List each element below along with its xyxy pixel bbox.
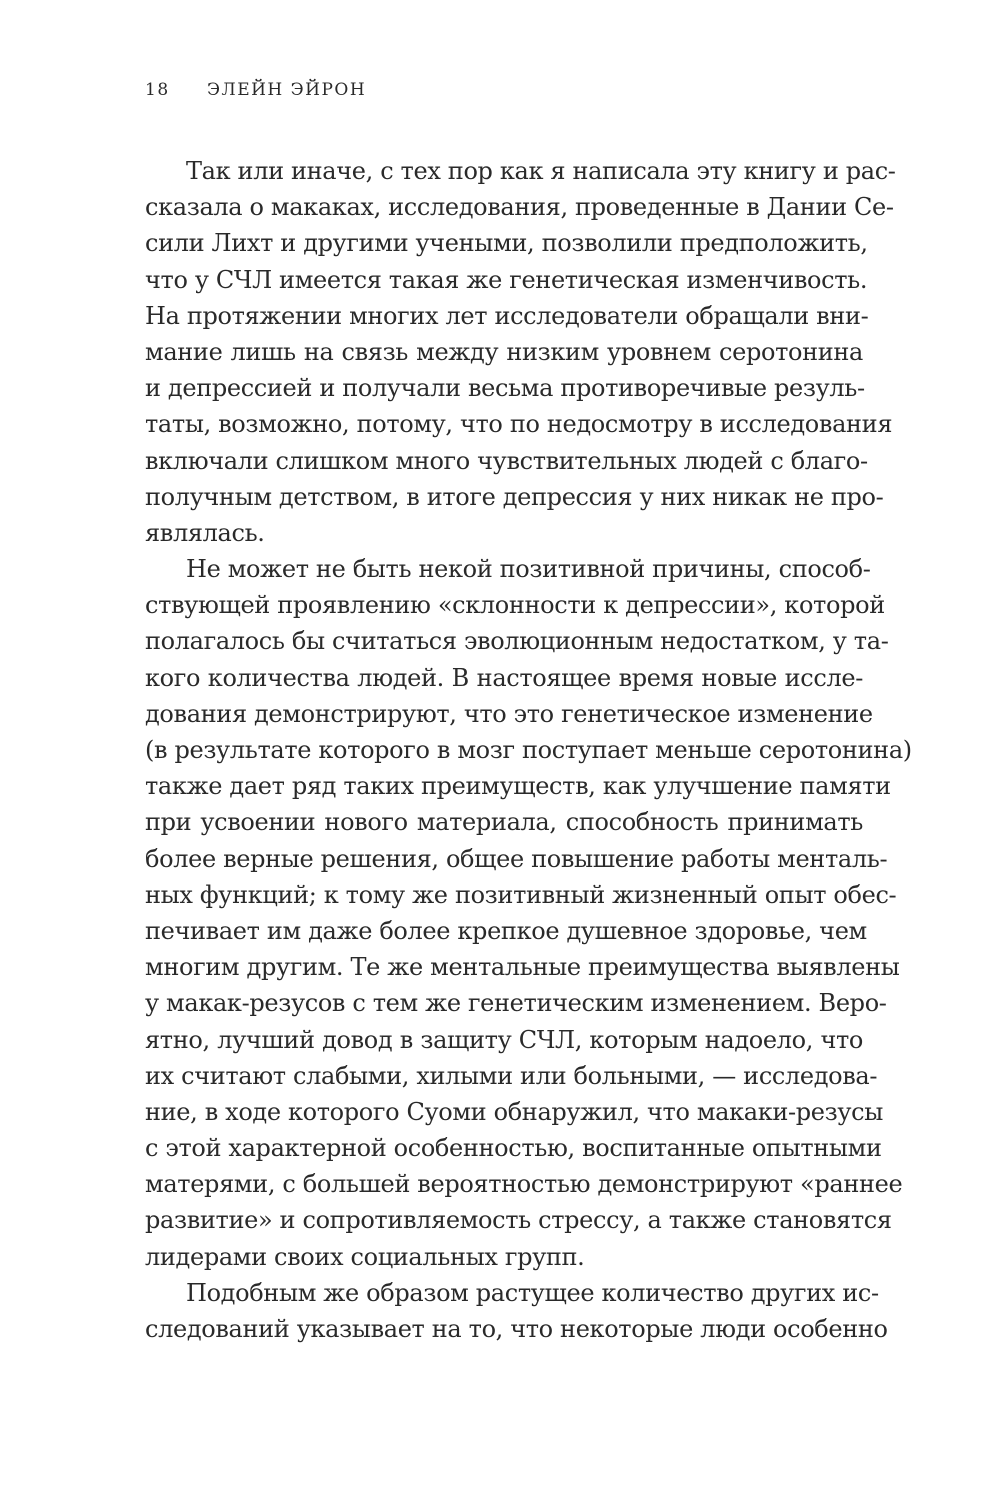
text-line: включали слишком много чувствительных людей с благо- (145, 446, 868, 475)
text-line: ятно, лучший довод в защиту СЧЛ, которым надоело, что (145, 1025, 863, 1054)
text-line: ствующей проявлению «склонности к депрессии», которой (145, 591, 885, 620)
page-number: 18 (145, 80, 170, 100)
paragraph (145, 551, 912, 1275)
text-line: мание лишь на связь между низким уровнем серотонина (145, 337, 863, 366)
text-line: развитие» и сопротивляемость стрессу, а также становятся (145, 1206, 892, 1235)
text-line: следований указывает на то, что некоторые люди особенно (145, 1315, 888, 1343)
text-line: полагалось бы считаться эволюционным недостатком, у та- (145, 627, 889, 656)
text-line: с этой характерной особенностью, воспитанные опытными (145, 1134, 882, 1163)
text-line: сили Лихт и другими учеными, позволили предположить, (145, 229, 868, 258)
text-line: печивает им даже более крепкое душевное здоровье, чем (145, 916, 867, 945)
running-title: ЭЛЕЙН ЭЙРОН (207, 80, 367, 100)
text-line: многим другим. Те же ментальные преимущества выявлены (145, 953, 900, 982)
text-line: матерями, с большей вероятностью демонстрируют «раннее (145, 1170, 903, 1199)
text-line: при усвоении нового материала, способность принимать (145, 808, 863, 837)
text-line: и депрессией и получали весьма противоречивые резуль- (145, 374, 865, 403)
text-line: Так или иначе, с тех пор как я написала эту книгу и рас- (186, 157, 896, 185)
text-line: Не может не быть некой позитивной причины, способ- (186, 555, 871, 584)
text-line: таты, возможно, потому, что по недосмотру в исследования (145, 410, 893, 439)
text-line: что у СЧЛ имеется такая же генетическая изменчивость. (145, 265, 868, 294)
text-line: лидерами своих социальных групп. (145, 1242, 585, 1271)
body-text (145, 153, 912, 1347)
text-line: кого количества людей. В настоящее время новые иссле- (145, 663, 863, 692)
text-line: ных функций; к тому же позитивный жизненный опыт обес- (145, 880, 897, 909)
text-line: у макак-резусов с тем же генетическим изменением. Веро- (145, 989, 887, 1018)
text-line: Подобным же образом растущее количество других ис- (186, 1278, 879, 1307)
running-head (145, 80, 366, 100)
paragraph (145, 1275, 888, 1347)
text-line: их считают слабыми, хилыми или больными, — исследова- (145, 1061, 878, 1090)
text-line: (в результате которого в мозг поступает меньше серотонина) (145, 736, 912, 764)
text-line: сказала о макаках, исследования, проведенные в Дании Се- (145, 193, 894, 222)
text-line: являлась. (145, 518, 265, 547)
text-line: получным детством, в итоге депрессия у них никак не про- (145, 482, 884, 511)
paragraph (145, 153, 896, 551)
text-line: ние, в ходе которого Суоми обнаружил, что макаки-резусы (145, 1097, 884, 1126)
text-line: дования демонстрируют, что это генетическое изменение (145, 699, 873, 728)
text-line: также дает ряд таких преимуществ, как улучшение памяти (145, 772, 891, 801)
text-line: более верные решения, общее повышение работы менталь- (145, 844, 888, 873)
text-line: На протяжении многих лет исследователи обращали вни- (145, 301, 869, 330)
